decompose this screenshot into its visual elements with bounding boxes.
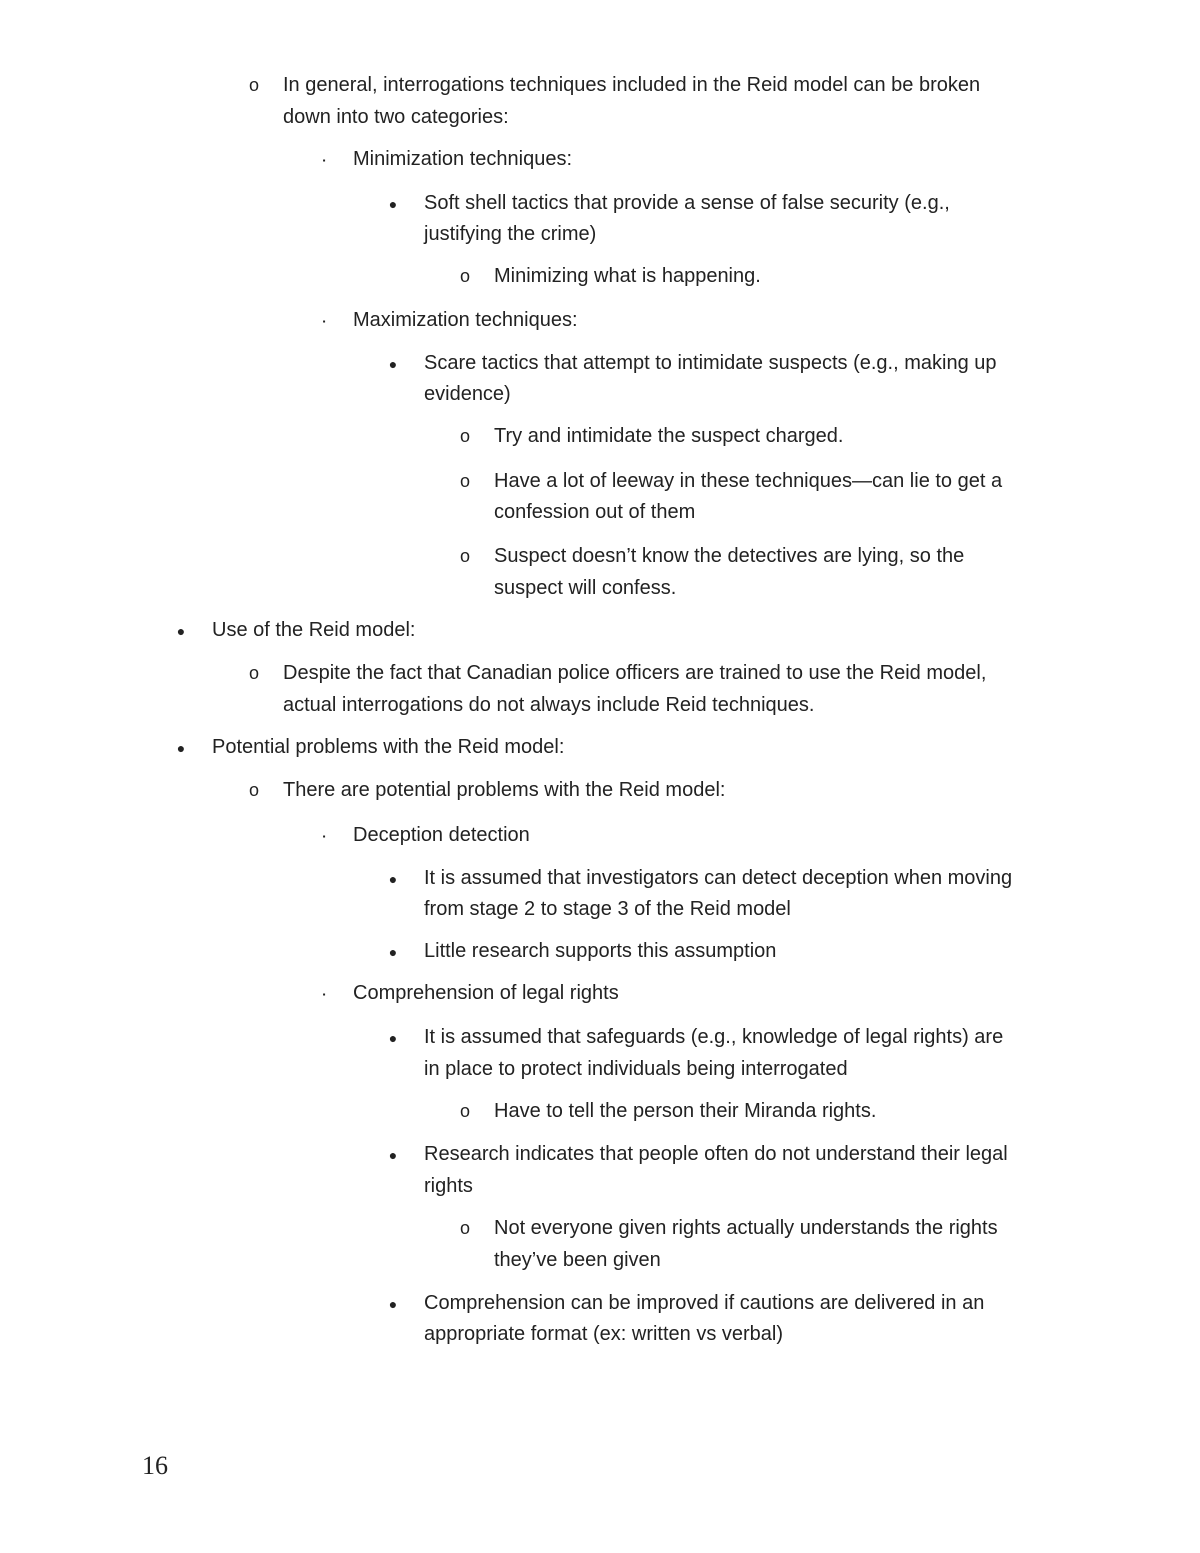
filled-dot-bullet-icon: ● [388,944,398,960]
square-bullet-icon: ▪ [322,156,326,165]
hollow-circle-bullet-icon: o [248,75,259,95]
hollow-circle-bullet-icon: o [248,663,259,683]
list-item-text: There are potential problems with the Reid model: [283,779,726,801]
list-item-text: Have a lot of leeway in these techniques—can lie to get a [494,470,1003,492]
hollow-circle-bullet-icon: o [459,1218,470,1238]
hollow-circle-bullet-icon: o [459,266,470,286]
list-item-text: from stage 2 to stage 3 of the Reid model [424,898,791,920]
filled-dot-bullet-icon: ● [388,1296,398,1312]
list-item-text: in place to protect individuals being interrogated [424,1058,848,1080]
filled-dot-bullet-icon: ● [176,623,186,639]
list-item-text: Comprehension can be improved if cautions are delivered in an [424,1292,985,1314]
filled-dot-bullet-icon: ● [388,356,398,372]
hollow-circle-bullet-icon: o [459,546,470,566]
list-item-text: Minimization techniques: [353,148,572,170]
list-item-text: Despite the fact that Canadian police officers are trained to use the Reid model, [283,662,987,684]
hollow-circle-bullet-icon: o [248,780,259,800]
list-item-text: Potential problems with the Reid model: [212,736,565,758]
filled-dot-bullet-icon: ● [388,1147,398,1163]
hollow-circle-bullet-icon: o [459,1101,470,1121]
list-item-text: Minimizing what is happening. [494,265,761,287]
list-item-text: Little research supports this assumption [424,940,777,962]
list-item-text: Deception detection [353,824,530,846]
list-item-text: down into two categories: [283,106,509,128]
list-item-text: actual interrogations do not always include Reid techniques. [283,694,815,716]
hollow-circle-bullet-icon: o [459,426,470,446]
list-item-text: justifying the crime) [424,223,597,245]
list-item-text: appropriate format (ex: written vs verbal) [424,1323,784,1345]
page-number: 16 [142,1451,168,1480]
list-item-text: rights [424,1175,473,1197]
list-item-text: Soft shell tactics that provide a sense of false security (e.g., [424,192,950,214]
list-item-text: Research indicates that people often do not understand their legal [424,1143,1008,1165]
list-item-text: they’ve been given [494,1249,661,1271]
square-bullet-icon: ▪ [322,832,326,841]
list-item-text: Use of the Reid model: [212,619,416,641]
list-item-text: Maximization techniques: [353,309,578,331]
list-item-text: Try and intimidate the suspect charged. [494,425,844,447]
list-item-text: suspect will confess. [494,577,677,599]
list-item-text: Scare tactics that attempt to intimidate suspects (e.g., making up [424,352,997,374]
list-item-text: confession out of them [494,501,696,523]
filled-dot-bullet-icon: ● [388,1030,398,1046]
square-bullet-icon: ▪ [322,990,326,999]
list-item-text: It is assumed that investigators can detect deception when moving [424,867,1013,889]
filled-dot-bullet-icon: ● [176,740,186,756]
filled-dot-bullet-icon: ● [388,871,398,887]
list-item-text: Comprehension of legal rights [353,982,619,1004]
hollow-circle-bullet-icon: o [459,471,470,491]
list-item-text: In general, interrogations techniques included in the Reid model can be broken [283,74,981,96]
list-item-text: It is assumed that safeguards (e.g., knowledge of legal rights) are [424,1026,1004,1048]
square-bullet-icon: ▪ [322,317,326,326]
list-item-text: evidence) [424,383,511,405]
list-item-text: Not everyone given rights actually understands the rights [494,1217,998,1239]
filled-dot-bullet-icon: ● [388,196,398,212]
list-item-text: Have to tell the person their Miranda rights. [494,1100,877,1122]
list-item-text: Suspect doesn’t know the detectives are lying, so the [494,545,965,567]
